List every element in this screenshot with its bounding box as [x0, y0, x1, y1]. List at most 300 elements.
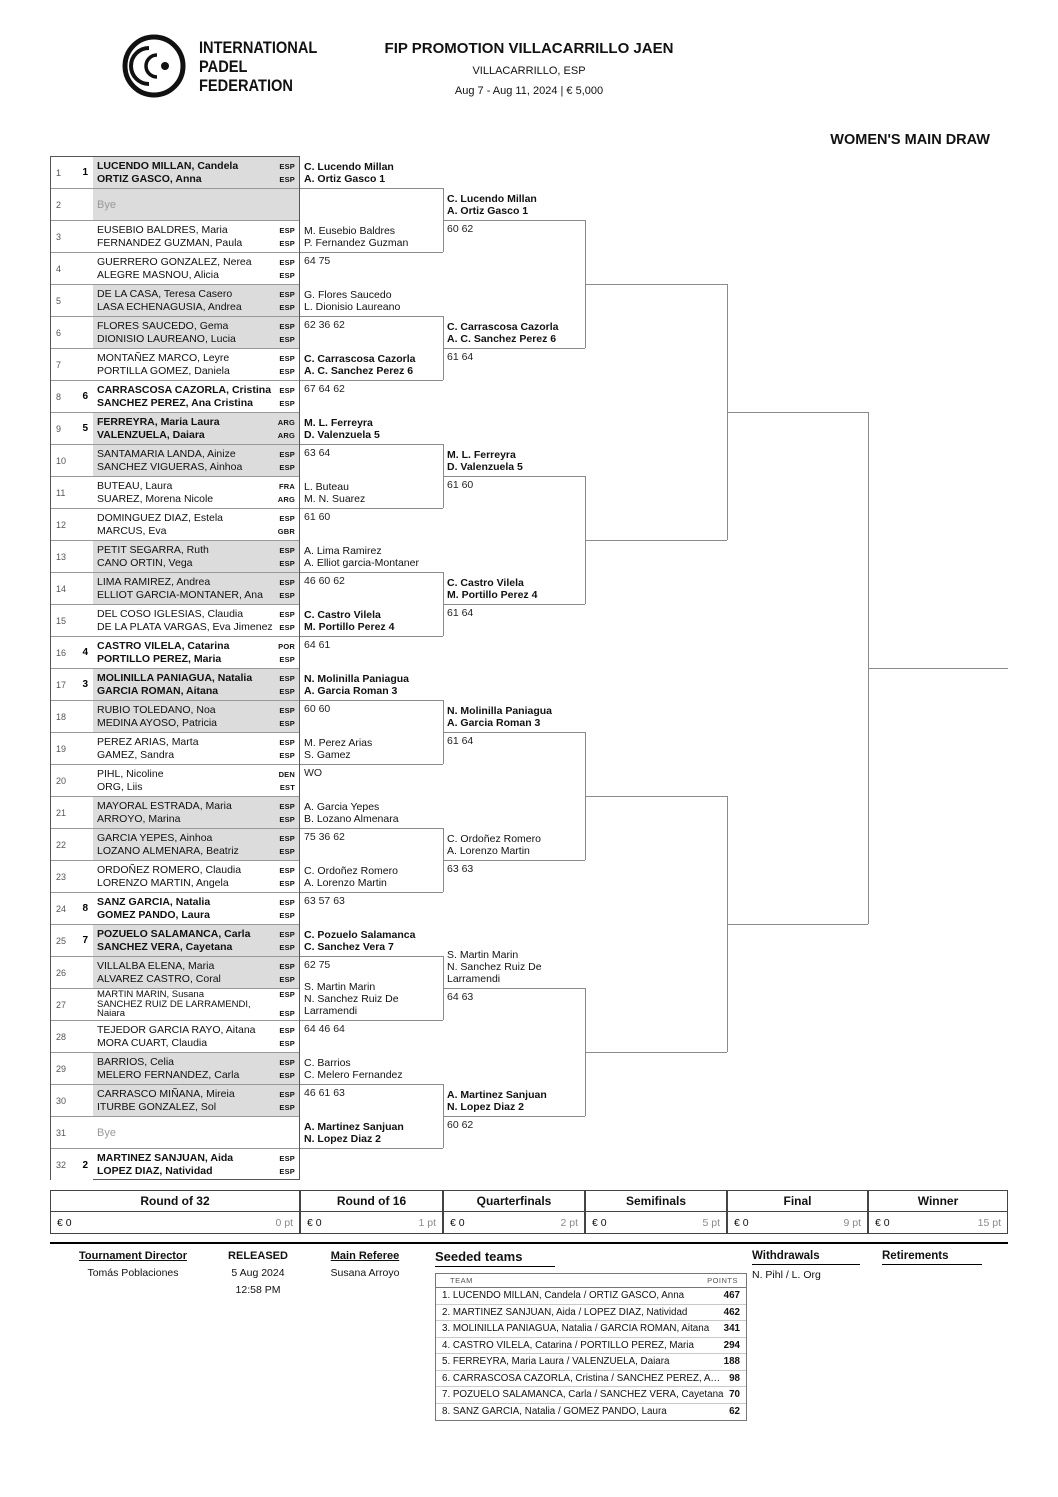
match-score: 62 75 — [304, 959, 331, 971]
r16-entry — [304, 481, 365, 505]
r32-position: 27 — [56, 999, 67, 1010]
r32-team-cell — [93, 893, 299, 924]
r32-position: 9 — [56, 423, 62, 434]
points-header-cell: Quarterfinals — [443, 1190, 585, 1212]
country-code: ESP — [279, 1025, 295, 1035]
country-code: ESP — [279, 513, 295, 523]
player-name: SANCHEZ PEREZ, Ana Cristina — [97, 396, 253, 409]
country-code: ESP — [279, 737, 295, 747]
r32-seed: 2 — [82, 1159, 88, 1171]
r32-row — [51, 573, 299, 605]
r32-seed: 1 — [82, 167, 88, 178]
country-code: ESP — [279, 910, 295, 920]
player-line — [97, 813, 295, 826]
r32-row — [51, 413, 299, 445]
winner-name-line: S. Martin Marin — [447, 949, 519, 961]
player-line — [97, 749, 295, 762]
match-score: 63 64 — [304, 447, 331, 459]
r32-number-cell — [51, 157, 93, 188]
match-score: 46 60 62 — [304, 575, 345, 587]
player-line — [97, 352, 295, 365]
player-line — [97, 941, 295, 954]
player-name: POZUELO SALAMANCA, Carla — [97, 927, 251, 940]
player-line — [97, 301, 295, 314]
seeded-team-points: 294 — [723, 1339, 740, 1351]
main-referee-block — [305, 1250, 425, 1279]
winner-name-line: A. Lorenzo Martin — [447, 845, 530, 857]
winner-name-line: M. N. Suarez — [304, 493, 366, 505]
r32-number-cell — [51, 989, 93, 1020]
r32-row — [51, 893, 299, 925]
winner-name-line: D. Valenzuela 5 — [447, 461, 523, 473]
country-code: FRA — [278, 481, 295, 491]
r32-team-cell — [93, 381, 299, 412]
r16-entry — [304, 161, 394, 185]
player-line — [97, 384, 295, 397]
main-referee-name: Susana Arroyo — [330, 1267, 400, 1279]
country-code: ESP — [279, 257, 295, 267]
r32-seed: 5 — [82, 423, 88, 434]
player-line — [97, 800, 295, 813]
country-code: ESP — [279, 353, 295, 363]
country-code: ESP — [279, 1102, 295, 1112]
country-code: ESP — [279, 238, 295, 248]
player-name: FERREYRA, Maria Laura — [97, 415, 220, 428]
r32-row — [51, 1085, 299, 1117]
country-code: ESP — [279, 289, 295, 299]
r32-team-cell — [93, 829, 299, 860]
r32-seed: 6 — [82, 391, 88, 402]
seeded-team-points: 467 — [723, 1290, 740, 1302]
country-code: ESP — [279, 1070, 295, 1080]
player-line — [97, 1009, 295, 1019]
points-value-cell — [868, 1212, 1008, 1234]
player-name: MEDINA AYOSO, Patricia — [97, 716, 218, 729]
points-value-cell — [443, 1212, 585, 1234]
player-line — [97, 672, 295, 685]
player-line — [97, 717, 295, 730]
country-code: ESP — [279, 718, 295, 728]
player-line — [97, 640, 295, 653]
player-name: LASA ECHENAGUSIA, Andrea — [97, 300, 242, 313]
country-code: ESP — [279, 865, 295, 875]
r32-position: 1 — [56, 167, 62, 178]
r32-position: 23 — [56, 871, 67, 882]
player-name: SANZ GARCIA, Natalia — [97, 895, 211, 908]
r32-position: 13 — [56, 551, 67, 562]
country-code: ESP — [279, 878, 295, 888]
r32-number-cell — [51, 925, 93, 956]
country-code: ESP — [279, 961, 295, 971]
released-time: 12:58 PM — [235, 1284, 281, 1296]
bracket-line-h — [585, 284, 727, 285]
player-name: PEREZ ARIAS, Marta — [97, 735, 199, 748]
winner-name-line: M. Portillo Perez 4 — [447, 589, 538, 601]
winner-name-line: B. Lozano Almenara — [304, 813, 399, 825]
r32-team-cell — [93, 189, 299, 220]
r32-number-cell — [51, 381, 93, 412]
r32-position: 3 — [56, 231, 62, 242]
r32-row — [51, 925, 299, 957]
r32-number-cell — [51, 797, 93, 828]
r32-position: 20 — [56, 775, 67, 786]
player-name: FERNANDEZ GUZMAN, Paula — [97, 236, 243, 249]
winner-name-line: M. L. Ferreyra — [447, 449, 516, 461]
match-score: 64 75 — [304, 255, 331, 267]
seeded-team-name: 7. POZUELO SALAMANCA, Carla / SANCHEZ VERA, Cayetana — [442, 1389, 724, 1401]
player-name: SANCHEZ VIGUERAS, Ainhoa — [97, 460, 243, 473]
player-name: ITURBE GONZALEZ, Sol — [97, 1100, 217, 1113]
country-code: ESP — [279, 1089, 295, 1099]
player-line — [97, 557, 295, 570]
r32-row — [51, 861, 299, 893]
winner-name-line: N. Molinilla Paniagua — [447, 705, 553, 717]
country-code: ESP — [279, 990, 295, 1000]
country-code: ESP — [279, 846, 295, 856]
player-name: MELERO FERNANDEZ, Carla — [97, 1068, 240, 1081]
player-line — [97, 1101, 295, 1114]
player-line — [97, 1056, 295, 1069]
prize-money: € 0 — [734, 1216, 749, 1229]
r32-team-cell — [93, 221, 299, 252]
player-name: PORTILLA GOMEZ, Daniela — [97, 364, 230, 377]
country-code: ESP — [279, 654, 295, 664]
player-line — [97, 576, 295, 589]
r16-entry — [304, 801, 399, 825]
prize-money: € 0 — [307, 1216, 322, 1229]
r32-team-cell — [93, 157, 299, 188]
r32-number-cell — [51, 573, 93, 604]
country-code: ESP — [279, 974, 295, 984]
r32-number-cell — [51, 1021, 93, 1052]
r32-team-cell — [93, 797, 299, 828]
r32-number-cell — [51, 317, 93, 348]
tournament-dates: Aug 7 - Aug 11, 2024 | € 5,000 — [454, 85, 604, 97]
player-line — [97, 237, 295, 250]
r32-row — [51, 957, 299, 989]
country-code: ARG — [277, 417, 295, 427]
player-line — [97, 845, 295, 858]
player-name: VALENZUELA, Daiara — [97, 428, 205, 441]
match-score: 62 36 62 — [304, 319, 345, 331]
bracket-line-h — [300, 764, 443, 765]
r32-team-cell — [93, 957, 299, 988]
winner-name-line: A. C. Sanchez Perez 6 — [304, 365, 414, 377]
winner-name-line: M. Portillo Perez 4 — [304, 621, 395, 633]
player-name: TEJEDOR GARCIA RAYO, Aitana — [97, 1023, 256, 1036]
draw-title: WOMEN'S MAIN DRAW — [830, 132, 990, 148]
bracket-line-h — [727, 924, 868, 925]
player-line — [97, 1037, 295, 1050]
r32-seed: 7 — [82, 935, 88, 946]
winner-name-line: Larramendi — [447, 973, 501, 985]
player-name: MOLINILLA PANIAGUA, Natalia — [97, 671, 253, 684]
logo-line-2: PADEL — [199, 56, 248, 76]
player-name: PORTILLO PEREZ, Maria — [97, 652, 222, 665]
player-line — [97, 736, 295, 749]
r32-position: 22 — [56, 839, 67, 850]
seeded-team-name: 5. FERREYRA, Maria Laura / VALENZUELA, Daiara — [442, 1356, 670, 1368]
r16-entry — [304, 225, 408, 249]
seeded-team-points: 188 — [723, 1356, 740, 1368]
r32-number-cell — [51, 253, 93, 284]
player-name: ALEGRE MASNOU, Alicia — [97, 268, 219, 281]
player-line — [97, 173, 295, 186]
points-table — [0, 1190, 1058, 1234]
bracket-line-h — [300, 956, 443, 957]
r32-position: 31 — [56, 1127, 67, 1138]
seeded-team-name: 4. CASTRO VILELA, Catarina / PORTILLO PEREZ, Maria — [442, 1339, 694, 1351]
r32-position: 25 — [56, 935, 67, 946]
player-line — [97, 768, 295, 781]
round-points: 2 pt — [560, 1216, 578, 1229]
bracket-line-h — [300, 700, 443, 701]
r16-entry — [304, 417, 380, 441]
player-line — [97, 960, 295, 973]
seeded-teams-title: Seeded teams — [435, 1249, 555, 1267]
country-code: GBR — [277, 526, 295, 536]
country-code: ESP — [279, 929, 295, 939]
bracket-line-h — [443, 1116, 585, 1117]
country-code: ESP — [279, 174, 295, 184]
points-value-cell — [727, 1212, 868, 1234]
round-points: 5 pt — [702, 1216, 720, 1229]
player-line — [97, 832, 295, 845]
player-line — [97, 896, 295, 909]
r16-entry — [304, 545, 419, 569]
winner-name-line: C. Ordoñez Romero — [304, 865, 398, 877]
r32-number-cell — [51, 1085, 93, 1116]
r32-team-cell — [93, 1117, 299, 1148]
country-code: ESP — [279, 334, 295, 344]
player-name: ORTIZ GASCO, Anna — [97, 172, 202, 185]
r32-number-cell — [51, 509, 93, 540]
player-line — [97, 928, 295, 941]
country-code: ARG — [277, 494, 295, 504]
r32-seed: 3 — [82, 679, 88, 690]
r32-team-cell — [93, 605, 299, 636]
bracket-line-h — [585, 796, 727, 797]
r32-position: 6 — [56, 327, 62, 338]
player-name: CANO ORTIN, Vega — [97, 556, 193, 569]
r32-team-cell — [93, 445, 299, 476]
r32-team-cell — [93, 317, 299, 348]
withdrawals-label: Withdrawals — [752, 1250, 860, 1265]
match-score: 63 63 — [447, 863, 474, 875]
winner-name-line: M. Eusebio Baldres — [304, 225, 396, 237]
player-name: MARTINEZ SANJUAN, Aida — [97, 1152, 234, 1164]
winner-name-line: A. Ortiz Gasco 1 — [447, 205, 529, 217]
bracket-line-h — [585, 540, 727, 541]
player-name: BUTEAU, Laura — [97, 479, 173, 492]
bye-label: Bye — [97, 198, 116, 211]
r32-position: 19 — [56, 743, 67, 754]
winner-name-line: A. Elliot garcia-Montaner — [304, 557, 419, 569]
released-label: RELEASED — [228, 1250, 288, 1262]
player-line — [97, 781, 295, 794]
r32-position: 21 — [56, 807, 67, 818]
player-line — [97, 448, 295, 461]
r32-team-cell — [93, 1021, 299, 1052]
country-code: POR — [278, 641, 295, 651]
seeded-team-row — [436, 1321, 746, 1338]
r32-row — [51, 189, 299, 221]
withdrawals-block — [752, 1250, 860, 1281]
qf-entry — [447, 1089, 547, 1113]
player-name: EUSEBIO BALDRES, Maria — [97, 223, 228, 236]
player-name: ORDOÑEZ ROMERO, Claudia — [97, 863, 242, 876]
match-score: 64 63 — [447, 991, 474, 1003]
bracket-line-h — [443, 220, 585, 221]
country-code: ESP — [279, 609, 295, 619]
player-line — [97, 1088, 295, 1101]
bracket-line-h — [443, 604, 585, 605]
country-code: ESP — [279, 225, 295, 235]
country-code: EST — [279, 782, 295, 792]
player-line — [97, 1069, 295, 1082]
r32-number-cell — [51, 829, 93, 860]
country-code: ARG — [277, 430, 295, 440]
player-line — [97, 909, 295, 922]
retirements-label: Retirements — [882, 1250, 982, 1265]
player-name: DE LA CASA, Teresa Casero — [97, 287, 233, 300]
match-score: 61 60 — [447, 479, 474, 491]
r16-entry — [304, 353, 415, 377]
player-name: CASTRO VILELA, Catarina — [97, 639, 230, 652]
r32-team-cell — [93, 477, 299, 508]
player-line — [97, 1024, 295, 1037]
retirements-block — [882, 1250, 982, 1265]
r32-position: 15 — [56, 615, 67, 626]
r32-team-cell — [93, 253, 299, 284]
winner-name-line: C. Ordoñez Romero — [447, 833, 541, 845]
points-header-cell: Winner — [868, 1190, 1008, 1212]
country-code: ESP — [279, 270, 295, 280]
country-code: ESP — [279, 1038, 295, 1048]
winner-name-line: A. Martinez Sanjuan — [447, 1089, 547, 1101]
r32-number-cell — [51, 477, 93, 508]
bracket-line-h — [300, 636, 443, 637]
player-line — [97, 224, 295, 237]
match-score: 63 57 63 — [304, 895, 345, 907]
player-name: DE LA PLATA VARGAS, Eva Jimenez — [97, 620, 273, 633]
round-points: 1 pt — [418, 1216, 436, 1229]
winner-name-line: A. C. Sanchez Perez 6 — [447, 333, 557, 345]
round-points: 0 pt — [275, 1216, 293, 1229]
points-header-cell: Final — [727, 1190, 868, 1212]
r32-row — [51, 1149, 299, 1181]
player-name: GARCIA ROMAN, Aitana — [97, 684, 219, 697]
bracket-line-h — [443, 476, 585, 477]
bracket-line-h — [300, 508, 443, 509]
country-code: ESP — [279, 590, 295, 600]
r32-position: 8 — [56, 391, 62, 402]
r32-row — [51, 797, 299, 829]
r32-number-cell — [51, 221, 93, 252]
r32-team-cell — [93, 541, 299, 572]
r16-entry — [304, 673, 409, 697]
winner-name-line: G. Flores Saucedo — [304, 289, 392, 301]
bracket-line-h — [300, 444, 443, 445]
r32-row — [51, 1021, 299, 1053]
country-code: ESP — [279, 897, 295, 907]
country-code: ESP — [279, 558, 295, 568]
player-name: SUAREZ, Morena Nicole — [97, 492, 214, 505]
r32-team-cell — [93, 1053, 299, 1084]
r16-entry — [304, 1121, 404, 1145]
player-line — [97, 256, 295, 269]
r32-number-cell — [51, 733, 93, 764]
r32-position: 14 — [56, 583, 67, 594]
r32-row — [51, 733, 299, 765]
round-of-32-grid — [50, 156, 300, 1180]
r32-number-cell — [51, 541, 93, 572]
r32-team-cell — [93, 573, 299, 604]
match-score: 67 64 62 — [304, 383, 345, 395]
bracket-line-h — [300, 572, 443, 573]
logo-line-3: FEDERATION — [199, 75, 293, 95]
r32-team-cell — [93, 989, 299, 1020]
country-code: ESP — [279, 321, 295, 331]
r32-row — [51, 445, 299, 477]
r32-team-cell — [93, 701, 299, 732]
country-code: ESP — [279, 686, 295, 696]
bracket-line-h — [443, 732, 585, 733]
r32-position: 30 — [56, 1095, 67, 1106]
bracket-line-h — [300, 1020, 443, 1021]
player-line — [97, 333, 295, 346]
seeded-team-points: 62 — [729, 1406, 740, 1418]
player-name: GARCIA YEPES, Ainhoa — [97, 831, 213, 844]
seeded-team-row — [436, 1354, 746, 1371]
r32-row — [51, 605, 299, 637]
player-name: SANCHEZ RUIZ DE LARRAMENDI, — [97, 998, 251, 1010]
bracket-line-h — [585, 1052, 727, 1053]
winner-name-line: A. Lima Ramirez — [304, 545, 382, 557]
winner-name-line: A. Martinez Sanjuan — [304, 1121, 404, 1133]
r32-row — [51, 765, 299, 797]
country-code: ESP — [279, 622, 295, 632]
r32-position: 11 — [56, 487, 66, 498]
player-line — [97, 493, 295, 506]
bracket-line-h — [300, 1084, 443, 1085]
r32-row — [51, 1053, 299, 1085]
match-score: 64 61 — [304, 639, 331, 651]
r32-team-cell — [93, 285, 299, 316]
seeded-teams-rows — [436, 1288, 746, 1420]
seeded-col-points: POINTS — [707, 1276, 738, 1285]
round-points: 15 pt — [977, 1216, 1001, 1229]
winner-name-line: C. Carrascosa Cazorla — [304, 353, 416, 365]
seeded-col-team: TEAM — [450, 1276, 473, 1285]
seeded-team-points: 98 — [729, 1372, 740, 1384]
points-value-cell — [300, 1212, 443, 1234]
player-name: SANCHEZ VERA, Cayetana — [97, 940, 233, 953]
player-name: ARROYO, Marina — [97, 812, 181, 825]
player-name: CARRASCOSA CAZORLA, Cristina — [97, 383, 272, 396]
country-code: ESP — [279, 673, 295, 683]
r32-team-cell — [93, 637, 299, 668]
match-score: 60 60 — [304, 703, 331, 715]
r32-number-cell — [51, 1117, 93, 1148]
r32-row — [51, 221, 299, 253]
winner-name-line: S. Gamez — [304, 749, 351, 761]
prize-money: € 0 — [450, 1216, 465, 1229]
winner-name-line: N. Sanchez Ruiz De — [304, 993, 399, 1005]
r32-team-cell — [93, 733, 299, 764]
qf-entry — [447, 949, 542, 985]
player-line — [97, 544, 295, 557]
